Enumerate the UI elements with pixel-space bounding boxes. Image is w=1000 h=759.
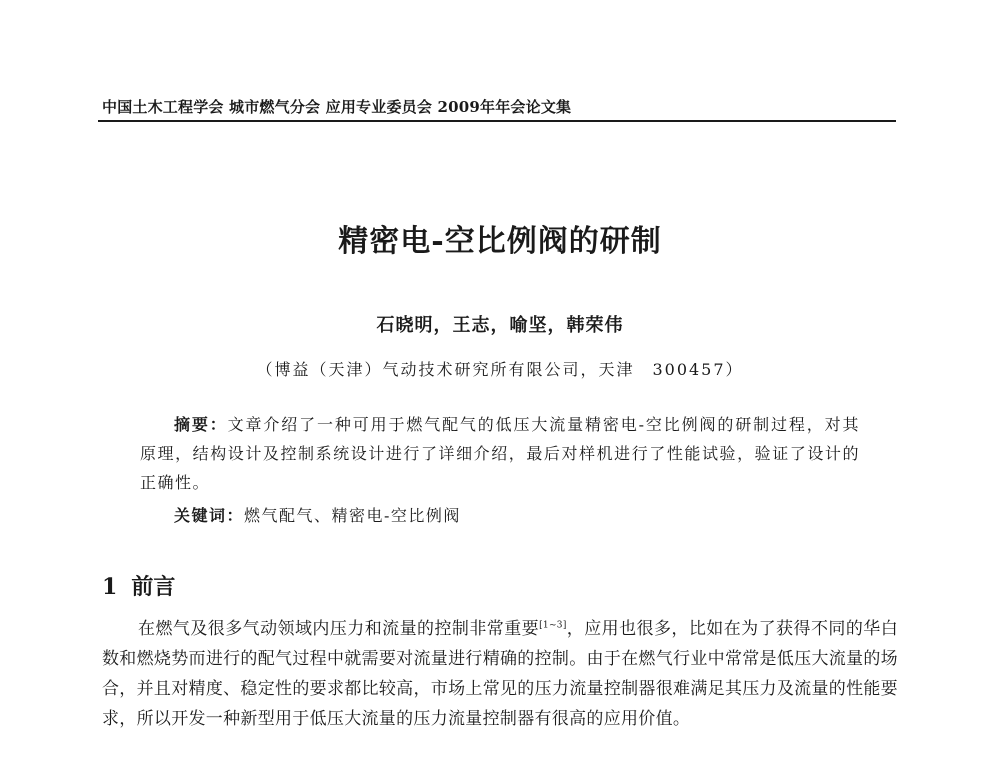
keywords-label: 关键词：	[174, 506, 245, 525]
abstract-text: 文章介绍了一种可用于燃气配气的低压大流量精密电-空比例阀的研制过程，对其原理，结构设计及控制系统设计进行了详细介绍，最后对样机进行了性能试验，验证了设计的正确性。	[140, 415, 860, 492]
section-title: 前言	[131, 574, 176, 600]
header-rule	[98, 120, 896, 122]
author-list: 石晓明，王志，喻坚，韩荣伟	[376, 315, 624, 336]
running-header: 中国土木工程学会 城市燃气分会 应用专业委员会 2009年年会论文集	[102, 98, 572, 116]
body-text-part-2: ，应用也很多，比如在为了获得不同的华白数和燃烧势而进行的配气过程中就需要对流量进行精确的控制。由于在燃气行业中常常是低压大流量的场合，并且对精度、稳定性的要求都比较高，市场上常见的压力流量控制器很难满足其压力及流量的性能要求，所以开发一种新型用于低压大流量的压力流量控制器有很高的应用价值。	[102, 619, 898, 729]
paper-title: 精密电-空比例阀的研制	[338, 224, 662, 259]
citation-reference: [1~3]	[539, 620, 567, 631]
keywords-text: 燃气配气、精密电-空比例阀	[244, 506, 461, 525]
section-heading	[102, 570, 175, 601]
body-paragraph	[102, 614, 898, 734]
body-text-part-1: 在燃气及很多气动领域内压力和流量的控制非常重要	[138, 619, 540, 639]
section-number: 1	[102, 574, 118, 600]
abstract	[140, 410, 860, 497]
abstract-label: 摘要：	[174, 415, 228, 434]
affiliation: （博益（天津）气动技术研究所有限公司，天津 300457）	[256, 360, 744, 379]
keywords	[174, 503, 461, 526]
